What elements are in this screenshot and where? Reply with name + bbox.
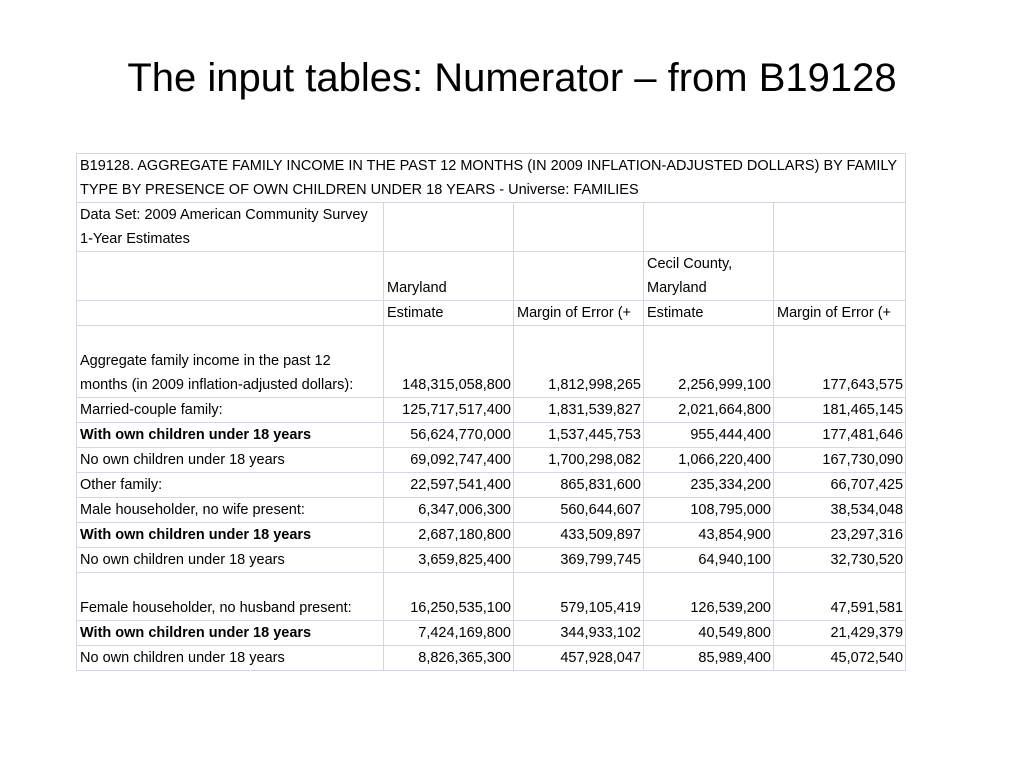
table-row [77,326,906,398]
col-estimate-cecil: Estimate [644,301,774,326]
cell-cecil-moe: 177,643,575 [774,326,906,398]
geography-header-row [77,252,906,301]
cell-md-moe: 865,831,600 [514,473,644,498]
col-moe-cecil: Margin of Error (+ [774,301,906,326]
table-caption: B19128. AGGREGATE FAMILY INCOME IN THE PAST 12 MONTHS (IN 2009 INFLATION-ADJUSTED DOLLARS) BY FAMILY TYPE BY PRESENCE OF OWN CHILDREN UNDER 18 YEARS - Universe: FAMILIES [77,154,906,203]
cell-md-estimate: 7,424,169,800 [384,621,514,646]
cell-md-estimate: 125,717,517,400 [384,398,514,423]
cell-md-moe: 579,105,419 [514,573,644,621]
row-label: No own children under 18 years [77,448,384,473]
cell-md-estimate: 16,250,535,100 [384,573,514,621]
cell-md-moe: 560,644,607 [514,498,644,523]
cell-md-moe: 1,812,998,265 [514,326,644,398]
slide-title: The input tables: Numerator – from B19128 [127,56,897,100]
cell-cecil-estimate: 2,256,999,100 [644,326,774,398]
row-label: With own children under 18 years [77,423,384,448]
cell-cecil-estimate: 1,066,220,400 [644,448,774,473]
geo-maryland: Maryland [384,252,514,301]
row-label: Aggregate family income in the past 12 months (in 2009 inflation-adjusted dollars): [77,326,384,398]
row-label: No own children under 18 years [77,646,384,671]
table-row [77,621,906,646]
cell-cecil-moe: 45,072,540 [774,646,906,671]
row-label: No own children under 18 years [77,548,384,573]
cell-cecil-estimate: 235,334,200 [644,473,774,498]
cell-cecil-moe: 66,707,425 [774,473,906,498]
row-label: Female householder, no husband present: [77,573,384,621]
cell-cecil-estimate: 43,854,900 [644,523,774,548]
table-row [77,473,906,498]
geo-cecil-county: Cecil County, Maryland [644,252,774,301]
table-row [77,523,906,548]
table-row [77,548,906,573]
cell-cecil-moe: 167,730,090 [774,448,906,473]
column-header-row [77,301,906,326]
cell-cecil-estimate: 40,549,800 [644,621,774,646]
b19128-table [76,153,906,671]
cell-cecil-estimate: 955,444,400 [644,423,774,448]
cell-md-estimate: 22,597,541,400 [384,473,514,498]
cell-cecil-estimate: 108,795,000 [644,498,774,523]
table-row [77,398,906,423]
cell-md-moe: 1,537,445,753 [514,423,644,448]
cell-md-moe: 1,700,298,082 [514,448,644,473]
cell-cecil-moe: 23,297,316 [774,523,906,548]
table-row [77,423,906,448]
dataset-label: Data Set: 2009 American Community Survey 1-Year Estimates [77,203,384,252]
cell-cecil-moe: 181,465,145 [774,398,906,423]
cell-md-moe: 457,928,047 [514,646,644,671]
row-label: Male householder, no wife present: [77,498,384,523]
table-row [77,646,906,671]
row-label: With own children under 18 years [77,523,384,548]
cell-cecil-estimate: 2,021,664,800 [644,398,774,423]
table-caption-row [77,154,906,203]
table-row [77,448,906,473]
cell-cecil-estimate: 126,539,200 [644,573,774,621]
cell-md-estimate: 3,659,825,400 [384,548,514,573]
cell-md-moe: 369,799,745 [514,548,644,573]
cell-cecil-moe: 21,429,379 [774,621,906,646]
row-label: Other family: [77,473,384,498]
cell-md-estimate: 8,826,365,300 [384,646,514,671]
cell-cecil-moe: 32,730,520 [774,548,906,573]
table-row [77,498,906,523]
cell-cecil-estimate: 85,989,400 [644,646,774,671]
col-estimate-maryland: Estimate [384,301,514,326]
col-moe-maryland: Margin of Error (+ [514,301,644,326]
dataset-row [77,203,906,252]
row-label: Married-couple family: [77,398,384,423]
table-row [77,573,906,621]
cell-md-moe: 344,933,102 [514,621,644,646]
cell-md-moe: 1,831,539,827 [514,398,644,423]
cell-md-estimate: 69,092,747,400 [384,448,514,473]
row-label: With own children under 18 years [77,621,384,646]
cell-md-estimate: 6,347,006,300 [384,498,514,523]
cell-md-estimate: 56,624,770,000 [384,423,514,448]
cell-md-moe: 433,509,897 [514,523,644,548]
cell-cecil-moe: 177,481,646 [774,423,906,448]
cell-md-estimate: 148,315,058,800 [384,326,514,398]
cell-cecil-estimate: 64,940,100 [644,548,774,573]
cell-md-estimate: 2,687,180,800 [384,523,514,548]
cell-cecil-moe: 47,591,581 [774,573,906,621]
cell-cecil-moe: 38,534,048 [774,498,906,523]
